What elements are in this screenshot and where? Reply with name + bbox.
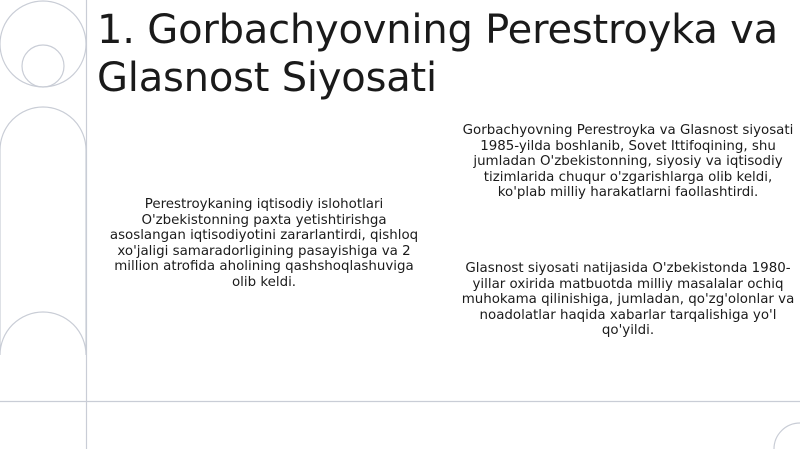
small-circle-outline — [22, 45, 64, 87]
left-paragraph: Perestroykaning iqtisodiy islohotlari O'zbekistonning paxta yetishtirishga asoslangan iqtisodiyotini zararlantirdi, qishloq xo'jaligi samaradorligining pasayishiga va 2 million atrofida aholining qashshoqlashuviga olib keldi. — [109, 197, 419, 290]
bottom-arc-outline — [0, 312, 86, 355]
large-circle-outline — [0, 1, 86, 87]
arch-pillar-outline — [0, 107, 86, 350]
right-bottom-paragraph: Glasnost siyosati natijasida O'zbekistonda 1980-yillar oxirida matbuotda milliy masalalar ochiq muhokama qilinishiga, jumladan, qo'zg'olonlar va noadolatlar haqida xabarlar tarqalishiga yo'l qo'yildi. — [461, 261, 795, 339]
corner-arc-outline — [774, 423, 800, 449]
slide-title: 1. Gorbachyovning Perestroyka va Glasnost Siyosati — [97, 7, 778, 101]
right-top-paragraph: Gorbachyovning Perestroyka va Glasnost siyosati 1985-yilda boshlanib, Sovet Ittifoqining, shu jumladan O'zbekistonning, siyosiy va iqtisodiy tizimlarida chuqur o'zgarishlarga olib keldi, ko'plab milliy harakatlarni faollashtirdi. — [462, 123, 794, 201]
